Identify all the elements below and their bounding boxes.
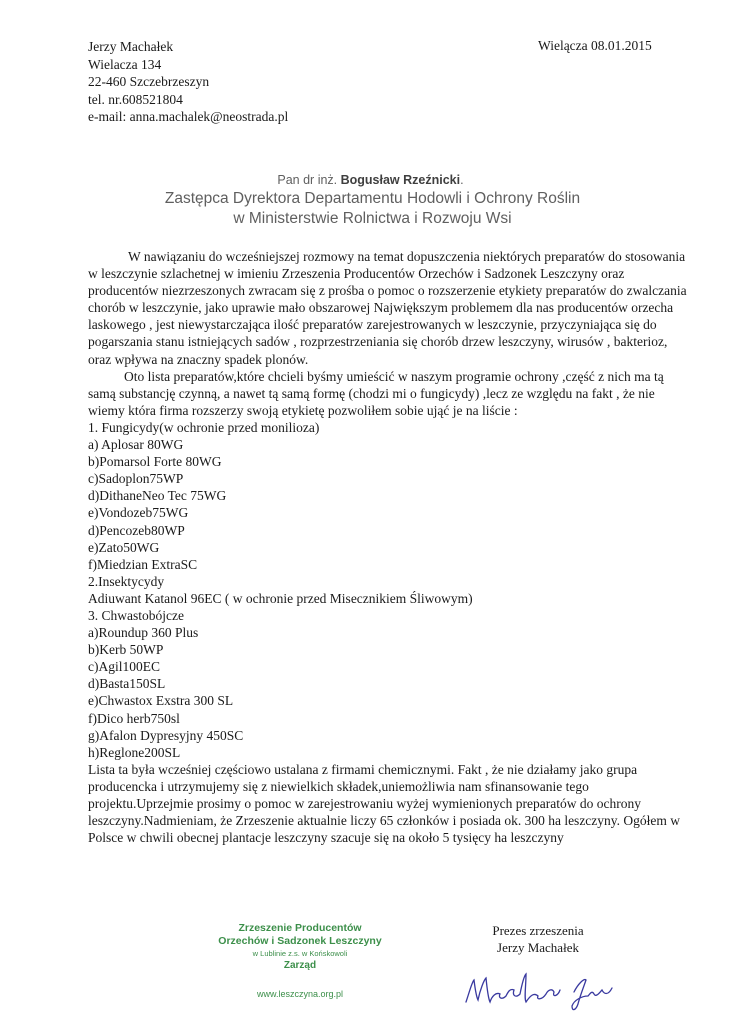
list-item: a) Aplosar 80WG [88, 437, 184, 453]
stamp-website: www.leszczyna.org.pl [256, 989, 344, 999]
list-item: h)Reglone200SL [88, 744, 181, 760]
list-item: b)Kerb 50WP [88, 642, 164, 658]
stamp-line-3: w Lublinie z.s. w Końskowoli [252, 949, 348, 958]
organization-stamp [200, 922, 400, 1000]
list-item: 1. Fungicydy(w ochronie przed monilioza) [88, 419, 320, 435]
list-item: b)Pomarsol Forte 80WG [88, 454, 222, 470]
list-item: g)Afalon Dypresyjny 450SC [88, 727, 244, 743]
list-item: e)Vondozeb75WG [88, 505, 189, 521]
list-item: e)Chwastox Exstra 300 SL [88, 693, 234, 709]
recipient-name: Bogusław Rzeźnicki [340, 173, 461, 187]
list-item: f)Miedzian ExtraSC [88, 556, 198, 572]
letter-body [88, 248, 688, 846]
list-item: c)Agil100EC [88, 659, 160, 675]
closing-title: Prezes zrzeszenia [492, 923, 584, 938]
list-item: c)Sadoplon75WP [88, 471, 184, 487]
paragraph-closing: Lista ta była wcześniej częściowo ustalana z firmami chemicznymi. Fakt , że nie działamy jako grupa producencka i utrzymujemy się z niewielkich składek,uniemożliwia nam sfinansowanie tego projektu.Uprzejmie prosimy o pomoc w zarejestrowaniu wyżej wymienionych preparatów do ochrony leszczyny.Nadmieniam, że Zrzeszenie aktualnie liczy 65 członków i posiada ok. 300 ha leszczyny. Ogółem w Polsce w chwili obecnej plantacje leszczyny szacuje się na około 5 tysięcy ha leszczyny [88, 761, 681, 846]
recipient-line-1 [0, 172, 745, 189]
list-item: Adiuwant Katanol 96EC ( w ochronie przed Misecznikiem Śliwowym) [88, 590, 473, 606]
closing-name: Jerzy Machałek [497, 940, 579, 955]
sender-name: Jerzy Machałek [88, 39, 174, 54]
list-item: d)DithaneNeo Tec 75WG [88, 488, 227, 504]
recipient-position: Zastępca Dyrektora Departamentu Hodowli i Ochrony Roślin [164, 190, 581, 207]
stamp-line-1: Zrzeszenie Producentów [238, 922, 362, 934]
handwritten-signature [462, 966, 622, 1016]
list-item: 2.Insektycydy [88, 573, 165, 589]
sender-street: Wielacza 134 [88, 56, 162, 72]
list-item: e)Zato50WG [88, 539, 160, 555]
recipient-prefix: Pan dr inż. [277, 173, 341, 187]
list-item: a)Roundup 360 Plus [88, 625, 199, 641]
stamp-line-4: Zarząd [283, 960, 317, 971]
recipient-block [0, 172, 745, 229]
sender-email: e-mail: anna.machalek@neostrada.pl [88, 109, 289, 124]
paragraph-intro: W nawiązaniu do wcześniejszej rozmowy na temat dopuszczenia niektórych preparatów do stosowania w leszczynie szlachetnej w imieniu Zrzeszenia Producentów Orzechów i Sadzonek Leszczyny oraz producentów niezrzeszonych zwracam się z prośba o pomoc o rozszerzenie etykiety preparatów do zwalczania chorób w leszczynie, jako uprawie mało obszarowej Największym problemem dla nas producentów orzecha laskowego , jest niewystarczająca ilość preparatów zarejestrowanych w leszczynie, przyczyniająca się do pogarszania stanu istniejących sadów , rozprzestrzeniania się chorób drzew leszczyny, wirusów , bakterioz, oraz wpływa na znaczny spadek plonów. [88, 249, 687, 367]
preparations-list [88, 419, 688, 761]
sender-phone: tel. nr.608521804 [88, 91, 183, 107]
list-item: f)Dico herb750sl [88, 710, 180, 726]
list-item: d)Basta150SL [88, 676, 166, 692]
sender-city: 22-460 Szczebrzeszyn [88, 74, 210, 89]
closing-block [473, 922, 603, 956]
sender-address [88, 38, 288, 126]
list-item: 3. Chwastobójcze [88, 607, 184, 623]
paragraph-list-intro: Oto lista preparatów,które chcieli byśmy umieścić w naszym programie ochrony ,część z nich ma tą samą substancję czynną, a nawet tą samą formę (chodzi mi o fungicydy) ,lecz ze względu na fakt , że nie wiemy która firma rozszerzy swoją etykietę pozwoliłem sobie ująć je na liście : [88, 368, 664, 418]
recipient-suffix: . [460, 173, 464, 187]
letter-date: Wielącza 08.01.2015 [538, 38, 652, 53]
stamp-line-2: Orzechów i Sadzonek Leszczyny [218, 935, 382, 947]
recipient-ministry: w Ministerstwie Rolnictwa i Rozwoju Wsi [233, 210, 512, 227]
list-item: d)Pencozeb80WP [88, 522, 185, 538]
